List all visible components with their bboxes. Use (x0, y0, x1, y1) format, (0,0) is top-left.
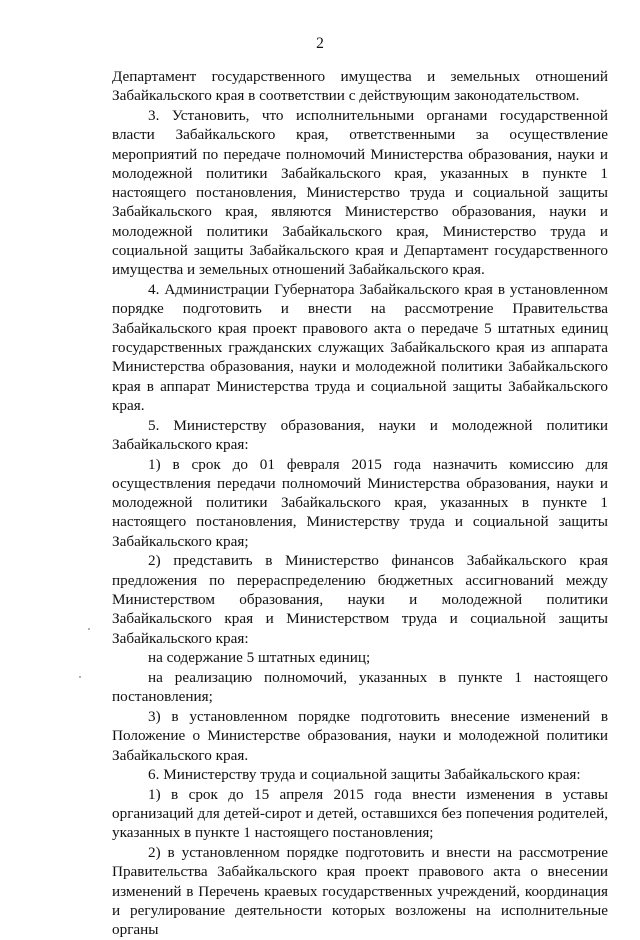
paragraph-item-4: 4. Администрации Губернатора Забайкальского края в установленном порядке подготовить и внести на рассмотрение Правительства Забайкальского края проект правового акта о передаче 5 штатных единиц государственных гражданских служащих Забайкальского края из аппарата Министерства образования, науки и молодежной политики Забайкальского края в аппарат Министерства труда и социальной защиты Забайкальского края. (112, 281, 608, 414)
paragraph-item-6-2: 2) в установленном порядке подготовить и внести на рассмотрение Правительства Забайкальского края проект правового акта о внесении изменений в Перечень краевых государственных учреждений, координация и регулирование деятельности которых возложены на исполнительные органы (112, 844, 608, 939)
scan-speck (88, 628, 90, 630)
paragraph-item-5-2-b: на реализацию полномочий, указанных в пункте 1 настоящего постановления; (112, 668, 608, 706)
paragraph-continuation: Департамент государственного имущества и земельных отношений Забайкальского края в соответствии с действующим законодательством. (112, 68, 608, 105)
page-number: 2 (316, 35, 324, 52)
paragraph-item-6-1: 1) в срок до 15 апреля 2015 года внести изменения в уставы организаций для детей-сирот и детей, оставшихся без попечения родителей, указанных в пункте 1 настоящего постановления; (112, 785, 608, 842)
paragraph-item-5-3: 3) в установленном порядке подготовить внесение изменений в Положение о Министерстве образования, науки и молодежной политики Забайкальского края. (112, 707, 608, 764)
paragraph-item-5-2: 2) представить в Министерство финансов Забайкальского края предложения по перераспределению бюджетных ассигнований между Министерством образования, науки и молодежной политики Забайкальского края и Министерством труда и социальной защиты Забайкальского края: (112, 552, 608, 647)
paragraph-item-5-1: 1) в срок до 01 февраля 2015 года назначить комиссию для осуществления передачи полномочий Министерства образования, науки и молодежной политики Забайкальского края, указанных в пункте 1 настоящего постановления, Министерству труда и социальной защиты Забайкальского края; (112, 455, 608, 550)
paragraph-item-5: 5. Министерству образования, науки и молодежной политики Забайкальского края: (112, 416, 608, 453)
scan-speck (79, 676, 81, 678)
document-body (112, 67, 608, 940)
paragraph-item-6: 6. Министерству труда и социальной защиты Забайкальского края: (148, 766, 581, 784)
paragraph-item-3: 3. Установить, что исполнительными органами государственной власти Забайкальского края, ответственными за осуществление мероприятий по передаче полномочий Министерства образования, науки и молодежной политики Забайкальского края, указанных в пункте 1 настоящего постановления, Министерство труда и социальной защиты Забайкальского края, являются Министерство образования, науки и молодежной политики Забайкальского края, Министерство труда и социальной защиты Забайкальского края и Департамент государственного имущества и земельных отношений Забайкальского края. (112, 106, 608, 279)
paragraph-item-5-2-a: на содержание 5 штатных единиц; (148, 649, 371, 667)
